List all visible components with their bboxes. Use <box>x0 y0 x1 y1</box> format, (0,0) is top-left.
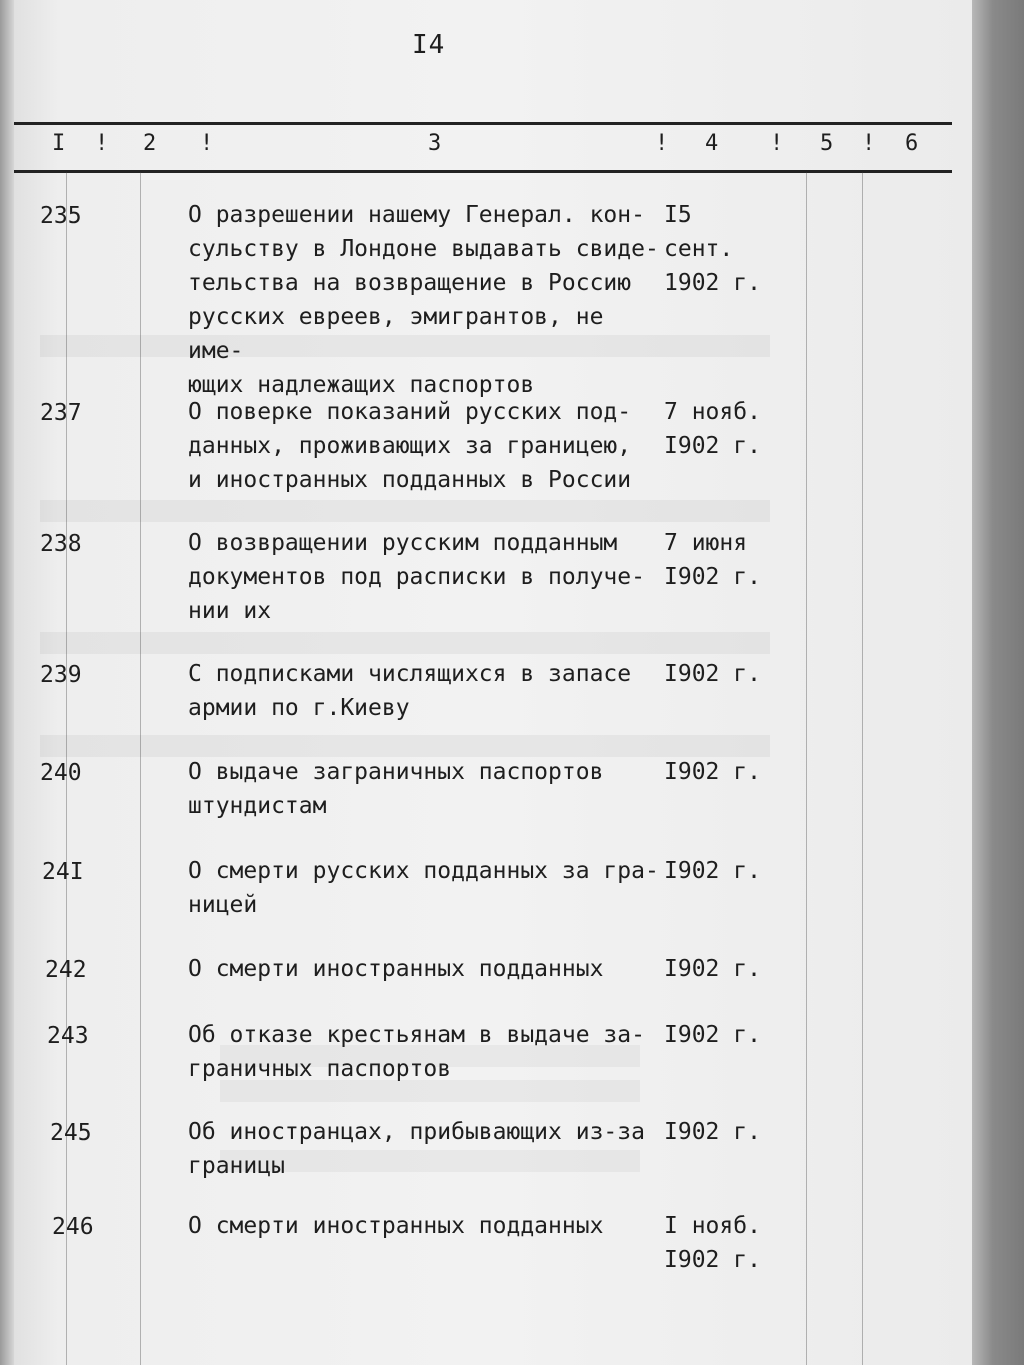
row-title: О возвращении русским подданным документов под расписки в получе- нии их <box>188 530 645 624</box>
bleed-through-row <box>40 735 770 757</box>
background-edge <box>972 0 1024 1365</box>
column-header-1: I <box>52 131 66 156</box>
row-number: 246 <box>52 1214 94 1240</box>
column-separator: ! <box>95 131 109 156</box>
row-number: 237 <box>40 400 82 426</box>
row-title: Об отказе крестьянам в выдаче за- граничных паспортов <box>188 1022 645 1082</box>
column-header-5: 5 <box>820 131 834 156</box>
column-divider <box>806 172 807 1365</box>
column-separator: ! <box>770 131 784 156</box>
header-top-rule <box>14 122 952 125</box>
row-number: 24I <box>42 859 84 885</box>
row-number: 240 <box>40 760 82 786</box>
row-date: I902 г. <box>664 1119 761 1145</box>
row-date: I902 г. <box>664 759 761 785</box>
page-binding <box>0 0 14 1365</box>
column-separator: ! <box>655 131 669 156</box>
column-divider <box>140 172 141 1365</box>
row-date: 7 нояб. I902 г. <box>664 399 761 459</box>
row-title: О поверке показаний русских под- данных, проживающих за границею, и иностранных подданных в России <box>188 399 632 493</box>
row-number: 239 <box>40 662 82 688</box>
column-header-6: 6 <box>905 131 919 156</box>
bleed-through-row <box>40 500 770 522</box>
row-date: I902 г. <box>664 858 761 884</box>
row-title: О смерти иностранных подданных <box>188 1213 604 1239</box>
row-date: I нояб. I902 г. <box>664 1213 761 1273</box>
row-number: 245 <box>50 1120 92 1146</box>
row-date: I902 г. <box>664 956 761 982</box>
column-separator: ! <box>200 131 214 156</box>
bleed-through-row <box>40 632 770 654</box>
row-title: О разрешении нашему Генерал. кон- сульству в Лондоне выдавать свиде- тельства на возвращение в Россию русских евреев, эмигрантов, не име- ющих надлежащих паспортов <box>188 202 659 398</box>
row-date: I902 г. <box>664 1022 761 1048</box>
column-separator: ! <box>862 131 876 156</box>
column-divider <box>862 172 863 1365</box>
row-date: 7 июня I902 г. <box>664 530 761 590</box>
row-title: О выдаче заграничных паспортов штундистам <box>188 759 604 819</box>
row-number: 243 <box>47 1023 89 1049</box>
row-number: 235 <box>40 203 82 229</box>
column-header-4: 4 <box>705 131 719 156</box>
row-number: 238 <box>40 531 82 557</box>
header-bottom-rule <box>14 170 952 173</box>
row-date: I902 г. <box>664 661 761 687</box>
row-date: I5 сент. 1902 г. <box>664 202 761 296</box>
row-title: Об иностранцах, прибывающих из-за границы <box>188 1119 645 1179</box>
row-title: О смерти иностранных подданных <box>188 956 604 982</box>
page-number: I4 <box>412 30 446 60</box>
row-title: О смерти русских подданных за гра- ницей <box>188 858 659 918</box>
row-number: 242 <box>45 957 87 983</box>
column-header-3: 3 <box>428 131 442 156</box>
row-title: С подписками числящихся в запасе армии по г.Киеву <box>188 661 632 721</box>
column-header-2: 2 <box>143 131 157 156</box>
